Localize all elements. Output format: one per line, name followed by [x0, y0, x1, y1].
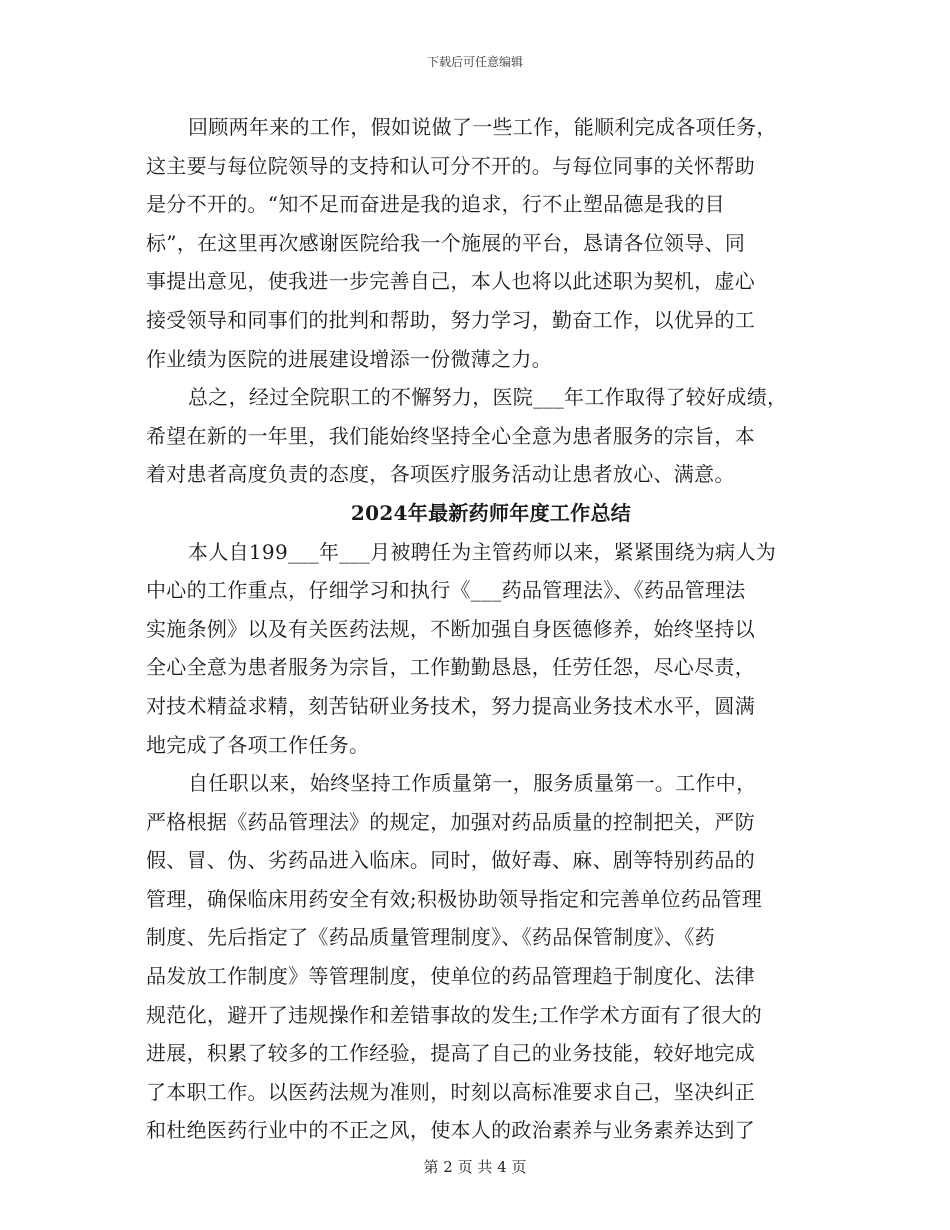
text-line: 规范化，避开了违规操作和差错事故的发生;工作学术方面有了很大的: [146, 1002, 763, 1027]
text-line: 接受领导和同事们的批判和帮助，努力学习，勤奋工作，以优异的工: [146, 307, 755, 332]
text-line: 进展，积累了较多的工作经验，提高了自己的业务技能，较好地完成: [146, 1041, 755, 1066]
text-line: 总之，经过全院职工的不懈努力，医院___年工作取得了较好成绩，: [188, 385, 788, 410]
text-line: 作业绩为医院的进展建设增添一份微薄之力。: [146, 346, 552, 371]
text-line: 实施条例》以及有关医药法规，不断加强自身医德修养，始终坚持以: [146, 616, 755, 641]
text-line: 对技术精益求精，刻苦钻研业务技术，努力提高业务技术水平，圆满: [146, 693, 755, 718]
section-title: 2024年最新药师年度工作总结: [350, 500, 632, 525]
text-line: 自任职以来，始终坚持工作质量第一，服务质量第一。工作中，: [188, 771, 757, 796]
text-line: 管理，确保临床用药安全有效;积极协助领导指定和完善单位药品管理: [146, 886, 763, 911]
text-line: 地完成了各项工作任务。: [146, 732, 370, 757]
text-line: 希望在新的一年里，我们能始终坚持全心全意为患者服务的宗旨，本: [146, 423, 755, 448]
page-header: 下载后可任意编辑: [426, 55, 523, 69]
text-line: 全心全意为患者服务为宗旨，工作勤勤恳恳，任劳任怨，尽心尽责，: [146, 655, 755, 680]
text-line: 严格根据《药品管理法》的规定，加强对药品质量的控制把关，严防: [146, 809, 755, 834]
text-line: 着对患者高度负责的态度，各项医疗服务活动让患者放心、满意。: [146, 462, 735, 487]
text-line: 和杜绝医药行业中的不正之风，使本人的政治素养与业务素养达到了: [146, 1118, 755, 1143]
document-body: [146, 108, 806, 1150]
text-line: 中心的工作重点，仔细学习和执行《___药品管理法》、《药品管理法: [146, 578, 746, 603]
text-line: 本人自199___年___月被聘任为主管药师以来，紧紧围绕为病人为: [188, 539, 777, 564]
text-line: 品发放工作制度》等管理制度，使单位的药品管理趋于制度化、法律: [146, 964, 755, 989]
text-line: 假、冒、伪、劣药品进入临床。同时，做好毒、麻、剧等特别药品的: [146, 848, 755, 873]
text-line: 事提出意见，使我进一步完善自己，本人也将以此述职为契机，虚心: [146, 269, 755, 294]
text-line: 了本职工作。以医药法规为准则，时刻以高标准要求自己，坚决纠正: [146, 1079, 755, 1104]
page-footer: 第 2 页 共 4 页: [423, 1158, 527, 1176]
text-line: 标”，在这里再次感谢医院给我一个施展的平台，恳请各位领导、同: [146, 230, 746, 255]
text-line: 制度、先后指定了《药品质量管理制度》、《药品保管制度》、《药: [146, 925, 715, 950]
text-line: 回顾两年来的工作，假如说做了一些工作，能顺利完成各项任务，: [188, 115, 777, 139]
text-line: 这主要与每位院领导的支持和认可分不开的。与每位同事的关怀帮助: [146, 153, 755, 178]
text-line: 是分不开的。“知不足而奋进是我的追求，行不止塑品德是我的目: [146, 192, 725, 217]
